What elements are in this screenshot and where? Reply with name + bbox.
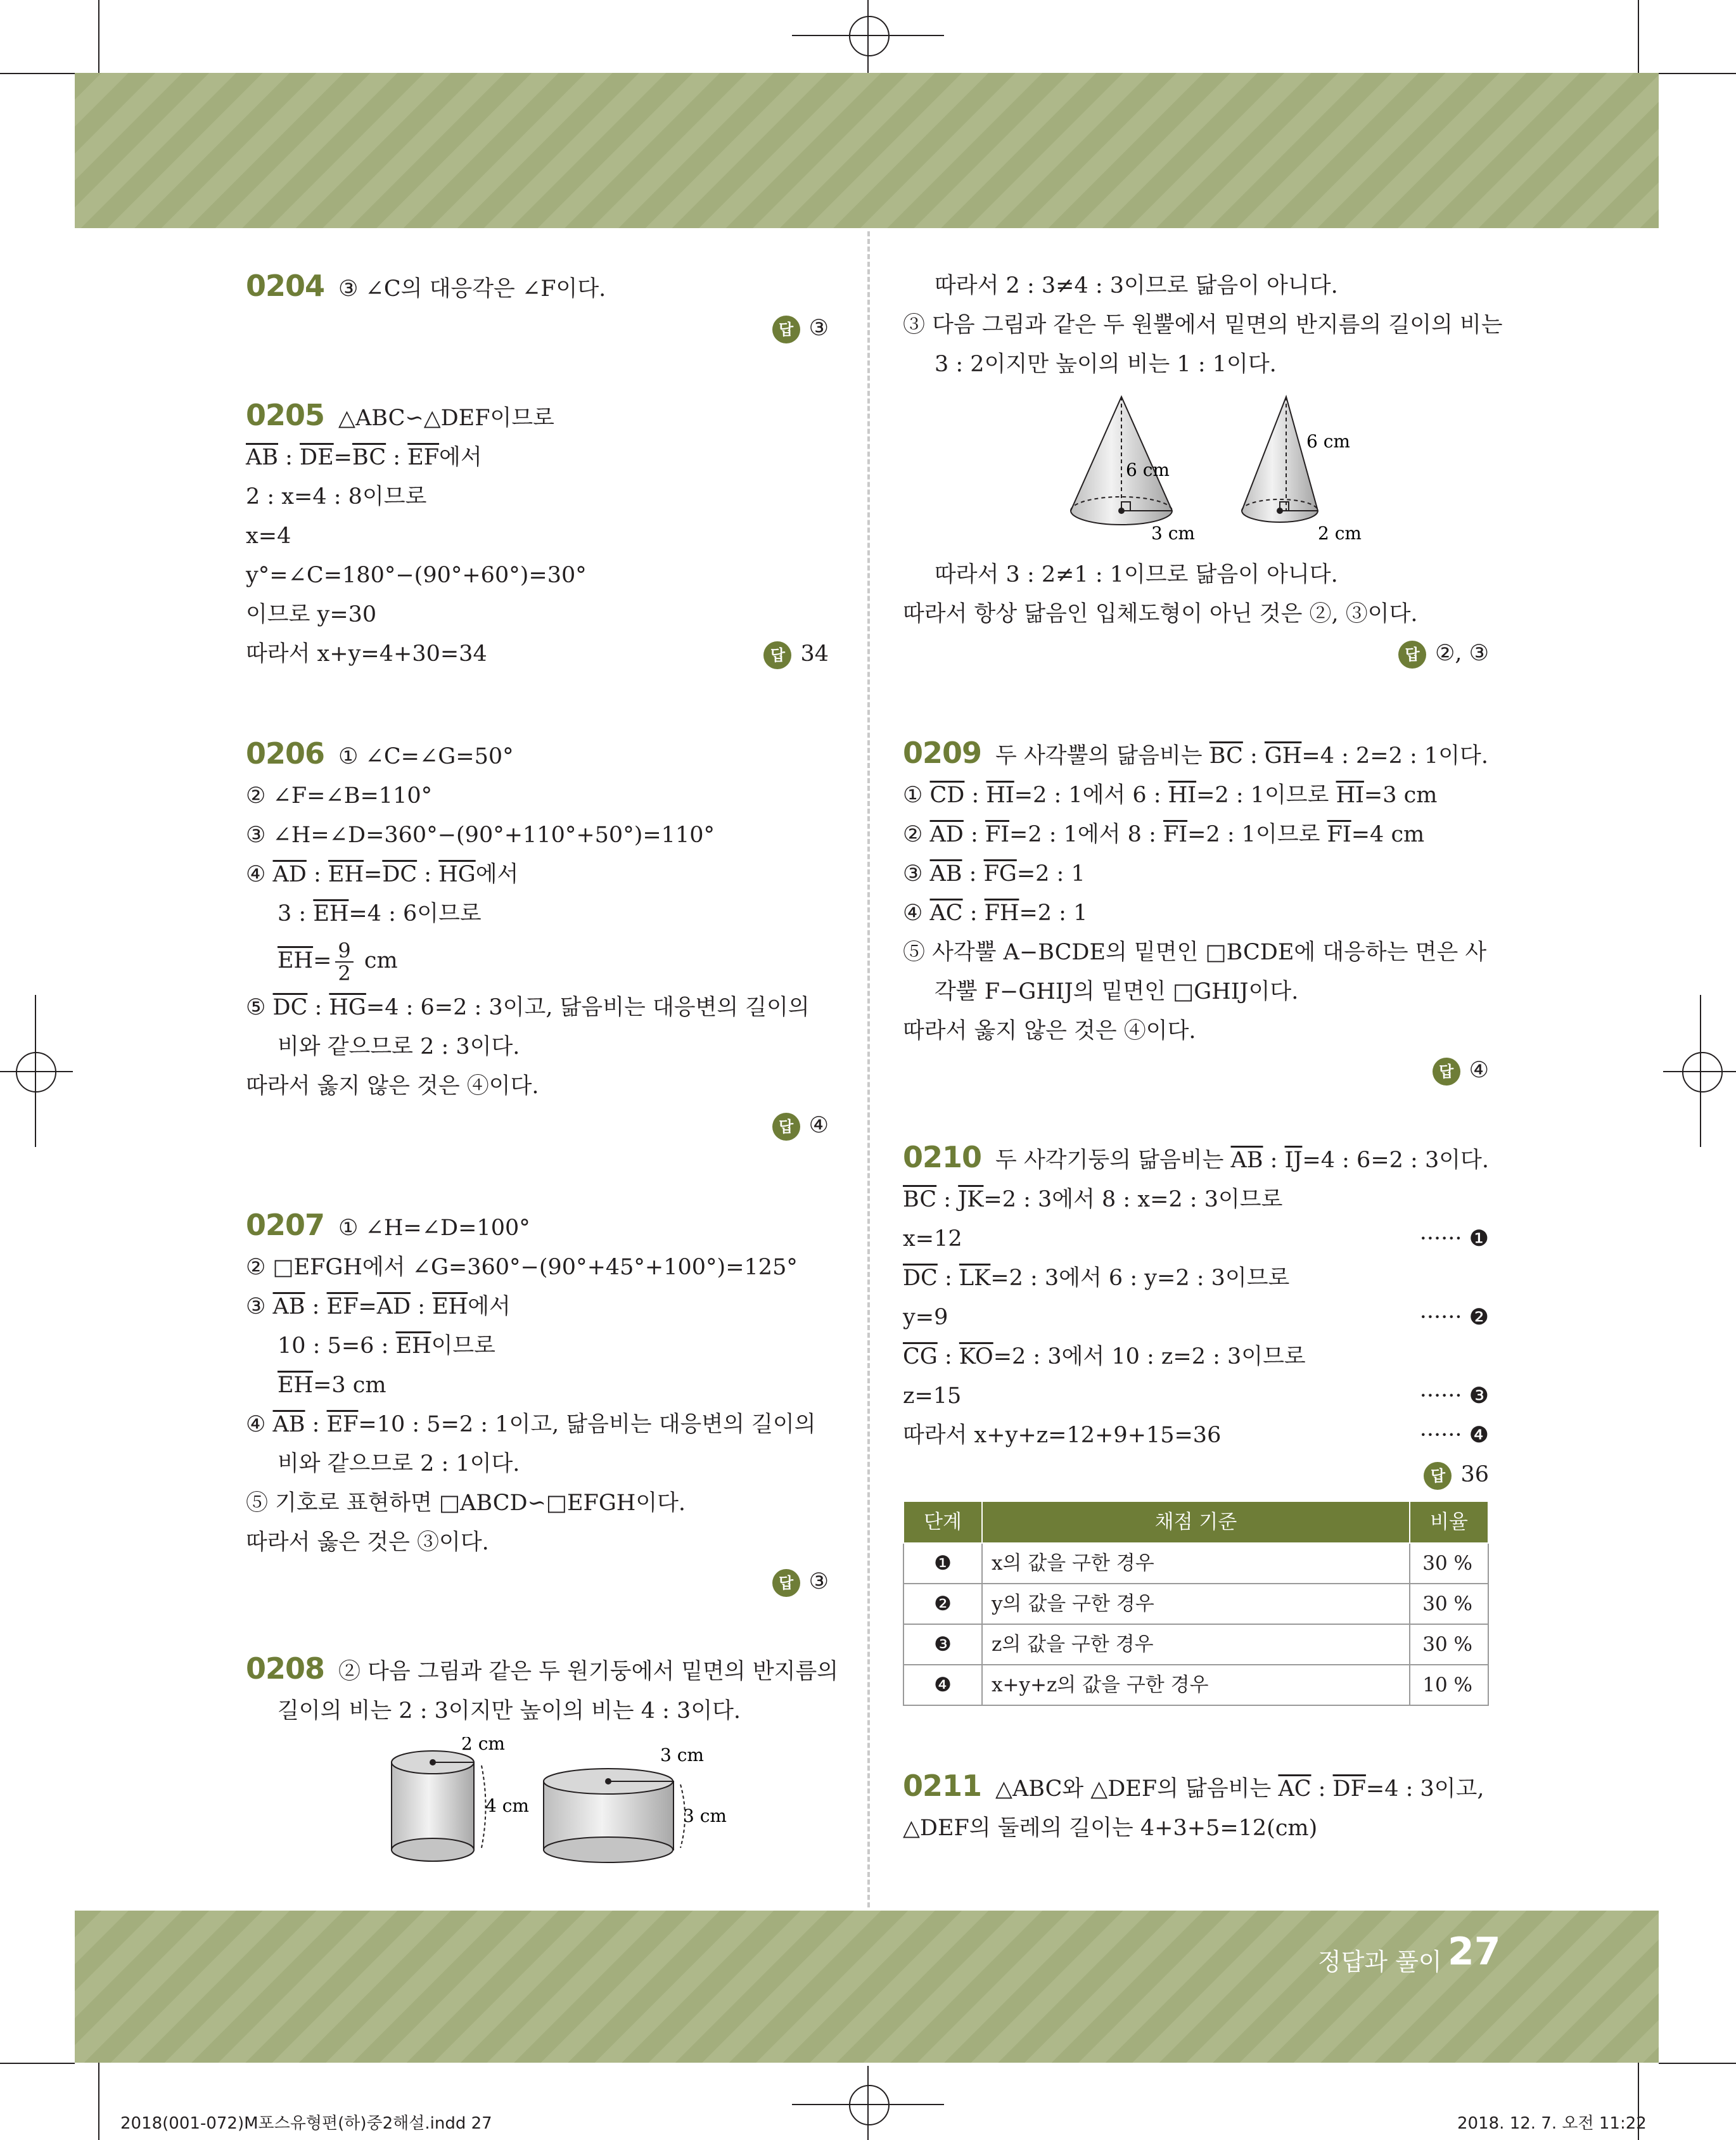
text: z=15 <box>903 1383 962 1409</box>
column-header: 채점 기준 <box>982 1501 1410 1543</box>
segment: $\overline{FI}$ <box>1163 822 1188 847</box>
text: : <box>305 1294 327 1319</box>
text: x=12 <box>903 1226 962 1252</box>
text: =2 : 1에서 8 : <box>1009 822 1163 847</box>
text: =2 : 1이므로 <box>1187 822 1327 847</box>
registration-mark <box>849 16 890 56</box>
footer-band <box>75 1911 1659 2063</box>
solution-line <box>246 438 829 477</box>
segment: $\overline{DC}$ <box>903 1265 938 1291</box>
text: : <box>937 1344 959 1369</box>
answer <box>246 1562 829 1601</box>
step-marker: ······ ❹ <box>1419 1423 1489 1448</box>
text: ① <box>903 783 930 808</box>
solution-line: 따라서 옳은 것은 ③이다. <box>246 1530 489 1555</box>
text: : <box>417 862 439 887</box>
table-header-row <box>903 1501 1488 1543</box>
answer-value: ④ <box>1469 1058 1489 1083</box>
segment: $\overline{FI}$ <box>985 822 1010 847</box>
text: 따라서 x+y+z=12+9+15=36 <box>903 1423 1222 1448</box>
answer-value: ②, ③ <box>1434 641 1489 666</box>
answer-value: ③ <box>808 316 829 341</box>
segment: $\overline{AC}$ <box>1278 1776 1312 1802</box>
segment: $\overline{DC}$ <box>382 862 418 887</box>
solution-line: ③ ∠H=∠D=360°−(90°+110°+50°)=110° <box>246 823 715 848</box>
solution-line <box>903 854 1489 894</box>
cylinder-1-base <box>392 1838 474 1861</box>
solution-text: ① ∠H=∠D=100° <box>338 1215 530 1241</box>
problem-0211 <box>903 1766 1489 1848</box>
text: : <box>962 900 985 926</box>
text: =4 : 2=2 : 1이다. <box>1301 743 1488 769</box>
crop-mark <box>35 995 36 1147</box>
answer-badge: 답 <box>772 1113 800 1141</box>
crop-mark <box>867 2066 869 2140</box>
segment: $\overline{AB}$ <box>929 861 962 887</box>
table-cell: 10 % <box>1410 1665 1488 1705</box>
solution-line <box>903 1180 1489 1219</box>
crop-mark <box>98 2063 99 2140</box>
segment: $\overline{DC}$ <box>272 995 308 1020</box>
segment: $\overline{EF}$ <box>407 445 440 470</box>
crop-mark <box>1638 0 1639 73</box>
segment: $\overline{HI}$ <box>1336 783 1364 808</box>
crop-mark <box>1659 73 1736 74</box>
segment: $\overline{EH}$ <box>313 901 349 926</box>
text: : <box>306 862 328 887</box>
answer-value: ③ <box>808 1569 829 1594</box>
cylinder-1-body <box>392 1762 474 1850</box>
text: = <box>358 1294 377 1319</box>
table-row <box>903 1543 1488 1584</box>
segment: $\overline{BC}$ <box>903 1187 937 1212</box>
text: cm <box>357 948 398 973</box>
table-cell: ❶ <box>903 1543 982 1584</box>
numerator: 9 <box>335 940 353 963</box>
fraction <box>335 940 353 984</box>
text: = <box>363 862 383 887</box>
solution-line: 따라서 옳지 않은 것은 ④이다. <box>246 1073 539 1099</box>
text: ③ <box>903 861 930 887</box>
cylinder-2-base <box>544 1837 673 1862</box>
height-label: 4 cm <box>485 1795 529 1816</box>
text: : <box>936 1187 959 1212</box>
solution-line <box>246 634 829 674</box>
solution-line <box>903 894 1489 933</box>
solution-line: ③ 다음 그림과 같은 두 원뿔에서 밑면의 반지름의 길이의 비는 <box>903 312 1503 338</box>
step-marker: ······ ❸ <box>1419 1383 1489 1409</box>
center-dot <box>605 1778 611 1784</box>
table-cell: x의 값을 구한 경우 <box>982 1543 1410 1584</box>
solution-line: 각뿔 F−GHIJ의 밑면인 □GHIJ이다. <box>935 979 1299 1004</box>
answer <box>246 1106 829 1145</box>
text: =2 : 3에서 6 : y=2 : 3이므로 <box>990 1265 1290 1291</box>
registration-mark <box>849 2085 890 2125</box>
text: 이므로 <box>431 1333 495 1359</box>
segment: $\overline{AD}$ <box>376 1294 411 1319</box>
crop-mark <box>1659 2063 1736 2064</box>
answer-badge: 답 <box>1424 1462 1452 1490</box>
column-divider <box>867 231 870 1907</box>
solution-line <box>246 988 829 1027</box>
solution-line <box>903 1416 1489 1455</box>
radius-label: 3 cm <box>660 1745 704 1765</box>
text: ④ <box>246 862 273 887</box>
text: y=9 <box>903 1305 948 1330</box>
text: : <box>305 1412 327 1437</box>
table-cell: 30 % <box>1410 1543 1488 1584</box>
text: ⑤ <box>246 995 273 1020</box>
problem-number: 0206 <box>246 736 325 771</box>
segment: $\overline{GH}$ <box>1264 743 1302 769</box>
radius-label: 2 cm <box>1318 523 1362 544</box>
answer <box>763 634 829 674</box>
segment: $\overline{BC}$ <box>1209 743 1243 769</box>
solution-line: ② ∠F=∠B=110° <box>246 783 433 809</box>
text: =10 : 5=2 : 1이고, 닮음비는 대응변의 길이의 <box>358 1412 816 1437</box>
radius-label: 3 cm <box>1151 523 1195 544</box>
segment: $\overline{LK}$ <box>959 1265 991 1291</box>
text: =2 : 1이므로 <box>1196 783 1336 808</box>
crop-mark <box>0 1071 73 1072</box>
solution-line <box>246 855 829 894</box>
solution-line: 2 : x=4 : 8이므로 <box>246 484 427 509</box>
text: =2 : 1 <box>1016 861 1085 887</box>
problem-number: 0210 <box>903 1140 982 1174</box>
cylinders-figure <box>246 1737 829 1864</box>
text: ④ <box>903 900 930 926</box>
solution-line <box>246 933 829 988</box>
solution-line <box>903 1337 1489 1376</box>
solution-line: 비와 같으므로 2 : 3이다. <box>278 1034 520 1060</box>
problem-0208 <box>246 1649 839 1864</box>
height-label: 6 cm <box>1306 431 1350 452</box>
problem-0207 <box>246 1205 829 1601</box>
text: : <box>1242 743 1265 769</box>
center-dot <box>430 1759 436 1765</box>
denominator: 2 <box>338 961 351 985</box>
table-cell: z의 값을 구한 경우 <box>982 1624 1410 1665</box>
solution-line <box>903 1259 1489 1298</box>
scoring-table <box>903 1501 1489 1706</box>
crop-mark <box>0 73 75 74</box>
solution-line <box>903 1219 1489 1259</box>
answer-value: 36 <box>1460 1462 1489 1487</box>
solution-line: ⑤ 기호로 표현하면 □ABCD∽□EFGH이다. <box>246 1490 686 1516</box>
text: =4 : 3이고, <box>1365 1776 1484 1802</box>
problem-0204 <box>246 266 829 348</box>
answer <box>903 634 1489 673</box>
segment: $\overline{JK}$ <box>958 1187 984 1212</box>
text: 에서 <box>468 1294 511 1319</box>
print-slug-date: 2018. 12. 7. 오전 11:22 <box>1457 2114 1647 2133</box>
crop-mark <box>0 2063 75 2064</box>
segment: $\overline{EH}$ <box>328 862 364 887</box>
step-marker: ······ ❷ <box>1419 1305 1489 1330</box>
text: =2 : 1에서 6 : <box>1014 783 1168 808</box>
segment: $\overline{HG}$ <box>438 862 476 887</box>
solution-line: 따라서 항상 닮음인 입체도형이 아닌 것은 ②, ③이다. <box>903 601 1418 627</box>
segment: $\overline{AB}$ <box>1230 1148 1263 1173</box>
solution-line: 길이의 비는 2 : 3이지만 높이의 비는 4 : 3이다. <box>278 1698 741 1724</box>
segment: $\overline{CG}$ <box>903 1344 938 1369</box>
text: 두 사각뿔의 닮음비는 <box>995 743 1209 769</box>
table-cell: ❹ <box>903 1665 982 1705</box>
table-cell: ❷ <box>903 1584 982 1624</box>
solution-line: ⑤ 사각뿔 A−BCDE의 밑면인 □BCDE에 대응하는 면은 사 <box>903 940 1487 965</box>
center-dot <box>1118 508 1125 514</box>
text: : <box>962 861 984 887</box>
column-header: 단계 <box>903 1501 982 1543</box>
text: : <box>278 445 300 470</box>
problem-number: 0205 <box>246 398 325 432</box>
text: : <box>307 995 329 1020</box>
segment: $\overline{HI}$ <box>1168 783 1197 808</box>
table-row <box>903 1584 1488 1624</box>
segment: $\overline{DF}$ <box>1332 1776 1366 1802</box>
text: 10 : 5=6 : <box>278 1333 396 1359</box>
solution-line: 이므로 y=30 <box>246 602 377 627</box>
segment: $\overline{AB}$ <box>246 445 278 470</box>
answer-value: ④ <box>808 1113 829 1138</box>
problem-number: 0204 <box>246 269 325 303</box>
column-header: 비율 <box>1410 1501 1488 1543</box>
text: : <box>964 783 986 808</box>
cylinders-diagram <box>246 1737 829 1864</box>
answer <box>246 309 829 348</box>
segment: $\overline{EH}$ <box>278 948 314 973</box>
segment: $\overline{FI}$ <box>1327 822 1351 847</box>
table-cell: 30 % <box>1410 1584 1488 1624</box>
segment: $\overline{BC}$ <box>352 445 386 470</box>
right-column <box>903 266 1503 1848</box>
solution-line <box>246 894 829 933</box>
segment: $\overline{EF}$ <box>326 1412 359 1437</box>
solution-line <box>903 815 1489 854</box>
text: 에서 <box>475 862 519 887</box>
text: = <box>313 948 332 973</box>
solution-line <box>903 1376 1489 1416</box>
text: : <box>963 822 985 847</box>
crop-mark <box>867 0 869 73</box>
table-row <box>903 1624 1488 1665</box>
answer-badge: 답 <box>1433 1058 1460 1086</box>
segment: $\overline{FG}$ <box>983 861 1017 887</box>
answer-badge: 답 <box>763 641 791 669</box>
answer <box>903 1051 1489 1090</box>
text: =3 cm <box>1363 783 1438 808</box>
table-cell: y의 값을 구한 경우 <box>982 1584 1410 1624</box>
text: =4 : 6=2 : 3이다. <box>1302 1148 1489 1173</box>
text: : <box>411 1294 433 1319</box>
solution-line: 따라서 2 : 3≠4 : 3이므로 닮음이 아니다. <box>935 273 1338 298</box>
table-cell: 30 % <box>1410 1624 1488 1665</box>
header-band <box>75 73 1659 228</box>
solution-line <box>903 776 1489 815</box>
solution-text: ② 다음 그림과 같은 두 원기둥에서 밑면의 반지름의 <box>338 1659 839 1684</box>
segment: $\overline{AB}$ <box>272 1412 305 1437</box>
text: : <box>1263 1148 1285 1173</box>
solution-line: 비와 같으므로 2 : 1이다. <box>278 1451 520 1477</box>
problem-number: 0207 <box>246 1208 325 1242</box>
height-label: 6 cm <box>1126 459 1170 480</box>
solution-line: 따라서 옳지 않은 것은 ④이다. <box>903 1018 1196 1044</box>
segment: $\overline{IJ}$ <box>1284 1148 1303 1173</box>
solution-line <box>246 1405 829 1444</box>
center-dot <box>1277 508 1283 514</box>
problem-number: 0209 <box>903 736 982 770</box>
text: 3 : <box>278 901 314 926</box>
segment: $\overline{EH}$ <box>432 1294 468 1319</box>
problem-0206 <box>246 734 829 1145</box>
solution-line: y°=∠C=180°−(90°+60°)=30° <box>246 563 587 588</box>
crop-mark <box>98 0 99 73</box>
text: =2 : 3에서 8 : x=2 : 3이므로 <box>983 1187 1283 1212</box>
text: =3 cm <box>313 1373 386 1398</box>
table-row <box>903 1665 1488 1705</box>
print-slug-file: 2018(001-072)M포스유형편(하)중2해설.indd 27 <box>120 2114 492 2133</box>
radius-label: 2 cm <box>461 1737 505 1754</box>
segment: $\overline{DE}$ <box>300 445 334 470</box>
problem-0208-continued <box>903 266 1503 673</box>
solution-line <box>246 1287 829 1326</box>
solution-text: △ABC∽△DEF이므로 <box>338 406 554 431</box>
left-column <box>246 266 839 1870</box>
crop-mark <box>1700 995 1701 1147</box>
segment: $\overline{KO}$ <box>959 1344 993 1369</box>
segment: $\overline{AC}$ <box>929 900 963 926</box>
footer-section-title: 정답과 풀이 <box>1318 1948 1442 1976</box>
text: ③ <box>246 1294 273 1319</box>
segment: $\overline{EH}$ <box>395 1333 431 1359</box>
page-number: 27 <box>1448 1930 1501 1974</box>
answer <box>903 1455 1489 1494</box>
text: =4 : 6=2 : 3이고, 닮음비는 대응변의 길이의 <box>366 995 810 1020</box>
table-cell: x+y+z의 값을 구한 경우 <box>982 1665 1410 1705</box>
registration-mark <box>1682 1052 1723 1092</box>
segment: $\overline{AD}$ <box>272 862 307 887</box>
height-label: 3 cm <box>683 1805 727 1826</box>
segment: $\overline{AD}$ <box>929 822 964 847</box>
problem-0209 <box>903 733 1489 1090</box>
solution-line <box>246 1366 829 1405</box>
solution-line: 따라서 3 : 2≠1 : 1이므로 닮음이 아니다. <box>935 562 1338 587</box>
text: 두 사각기둥의 닮음비는 <box>995 1148 1231 1173</box>
table-cell: ❸ <box>903 1624 982 1665</box>
cones-diagram <box>903 390 1489 549</box>
answer-badge: 답 <box>772 1569 800 1597</box>
answer-value: 34 <box>800 641 829 667</box>
solution-line <box>246 1326 829 1366</box>
text: =4 : 6이므로 <box>348 901 482 926</box>
text: = <box>333 445 352 470</box>
step-marker: ······ ❶ <box>1419 1226 1489 1252</box>
problem-0205 <box>246 395 829 674</box>
segment: $\overline{EH}$ <box>278 1373 314 1398</box>
text: ② <box>903 822 930 847</box>
solution-line: 3 : 2이지만 높이의 비는 1 : 1이다. <box>935 352 1277 377</box>
segment: $\overline{EF}$ <box>326 1294 359 1319</box>
answer-badge: 답 <box>1398 641 1426 669</box>
solution-text: ① ∠C=∠G=50° <box>338 744 514 769</box>
problem-number: 0208 <box>246 1651 325 1686</box>
problem-number: 0211 <box>903 1769 982 1803</box>
cones-figure <box>903 390 1489 549</box>
solution-line: x=4 <box>246 523 291 549</box>
segment: $\overline{CD}$ <box>929 783 965 808</box>
text: 따라서 x+y=4+30=34 <box>246 641 487 667</box>
text: : <box>1311 1776 1333 1802</box>
problem-0210 <box>903 1137 1489 1706</box>
solution-line <box>903 1298 1489 1337</box>
segment: $\overline{FH}$ <box>984 900 1019 926</box>
text: ④ <box>246 1412 273 1437</box>
text: : <box>937 1265 959 1291</box>
solution-line: △DEF의 둘레의 길이는 4+3+5=12(cm) <box>903 1816 1318 1841</box>
text: =2 : 1 <box>1019 900 1088 926</box>
text: =4 cm <box>1351 822 1425 847</box>
registration-mark <box>16 1052 56 1092</box>
solution-text: ③ ∠C의 대응각은 ∠F이다. <box>338 276 606 302</box>
answer-badge: 답 <box>772 316 800 343</box>
text: △ABC와 △DEF의 닮음비는 <box>995 1776 1279 1802</box>
text: =2 : 3에서 10 : z=2 : 3이므로 <box>993 1344 1306 1369</box>
text: : <box>386 445 408 470</box>
text: 에서 <box>439 445 482 470</box>
segment: $\overline{AB}$ <box>272 1294 305 1319</box>
segment: $\overline{HG}$ <box>329 995 366 1020</box>
segment: $\overline{HI}$ <box>986 783 1014 808</box>
solution-line: ② □EFGH에서 ∠G=360°−(90°+45°+100°)=125° <box>246 1255 798 1280</box>
